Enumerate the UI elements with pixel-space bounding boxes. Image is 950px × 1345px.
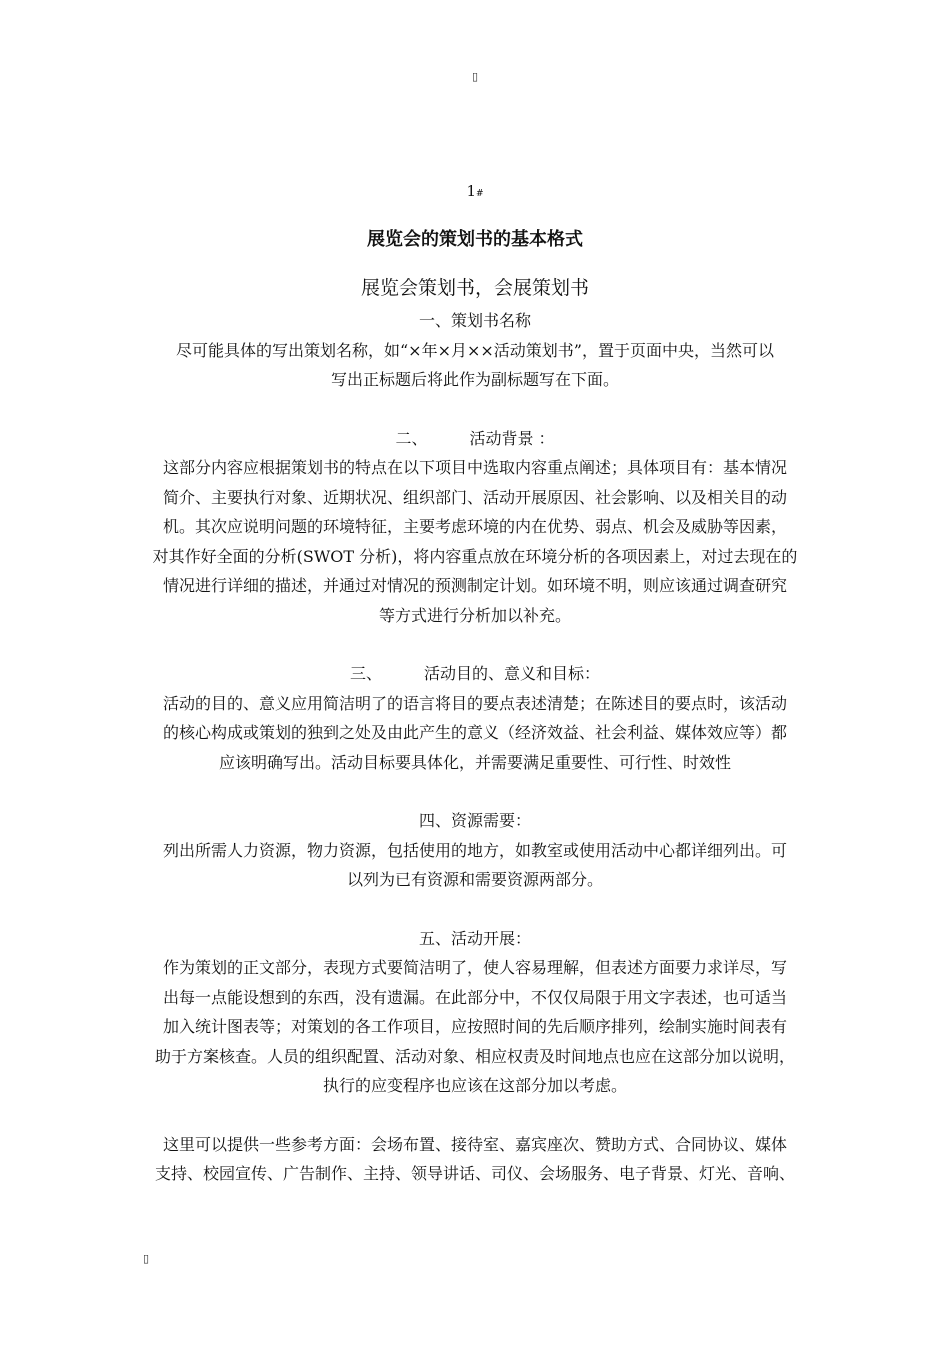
section-heading-purpose: [145, 659, 805, 689]
paragraph-line: 助于方案核查。人员的组织配置、活动对象、相应权责及时间地点也应在这部分加以说明，: [154, 1046, 795, 1066]
paragraph-line: 作为策划的正文部分，表现方式要简洁明了，使人容易理解，但表述方面要力求详尽，写: [162, 958, 787, 977]
paragraph-line: 执行的应变程序也应该在这部分加以考虑。: [322, 1076, 627, 1095]
paragraph-line: 这部分内容应根据策划书的特点在以下项目中选取内容重点阐述；具体项目有：基本情况: [162, 458, 787, 477]
paragraph-line: 列出所需人力资源，物力资源，包括使用的地方，如教室或使用活动中心都详细列出。可: [162, 840, 787, 860]
page-number-suffix: #: [476, 189, 484, 199]
section-paragraph-references: [145, 1130, 805, 1189]
paragraph-line: 应该明确写出。活动目标要具体化，并需要满足重要性、可行性、时效性: [218, 752, 731, 772]
section-paragraph-activities: [145, 953, 805, 1101]
paragraph-line: 等方式进行分析加以补充。: [378, 605, 571, 625]
section-heading-name: 一、策划书名称: [418, 311, 531, 330]
paragraph-line: 简介、主要执行对象、近期状况、组织部门、活动开展原因、社会影响、以及相关目的动: [162, 487, 787, 507]
paragraph-line: 机。其次应说明问题的环境特征，主要考虑环境的内在优势、弱点、机会及威胁等因素，: [162, 517, 787, 536]
paragraph-line: 以列为已有资源和需要资源两部分。: [346, 870, 603, 889]
section-paragraph-name: [145, 336, 805, 395]
document-title: 展览会的策划书的基本格式: [367, 229, 583, 250]
section-heading-resources: 四、资源需要：: [418, 811, 531, 830]
paragraph-line: 活动的目的、意义应用简洁明了的语言将目的要点表述清楚；在陈述目的要点时，该活动: [162, 693, 787, 713]
section-heading-activities: 五、活动开展：: [418, 928, 531, 948]
page-number-value: 1: [466, 182, 476, 200]
heading-number: 二、: [395, 428, 428, 448]
section-paragraph-resources: [145, 836, 805, 895]
blank-line: [145, 777, 805, 806]
blank-line: [145, 395, 805, 424]
document-subtitle: 展览会策划书，会展策划书: [360, 277, 589, 299]
paragraph-line: 支持、校园宣传、广告制作、主持、领导讲话、司仪、会场服务、电子背景、灯光、音响、: [154, 1164, 795, 1183]
paragraph-line: 尽可能具体的写出策划名称，如“×年×月××活动策划书”，置于页面中央，当然可以: [176, 340, 774, 360]
header-mark: ▯: [471, 70, 479, 83]
page-number: [0, 182, 950, 200]
document-body: [145, 222, 805, 1189]
paragraph-line: 出每一点能设想到的东西，没有遗漏。在此部分中，不仅仅局限于用文字表述，也可适当: [162, 987, 787, 1007]
heading-text: 活动背景 ：: [469, 428, 555, 448]
section-heading-background: [145, 424, 805, 454]
blank-line: [145, 630, 805, 659]
footer-mark: ▯: [143, 1252, 150, 1265]
paragraph-line: 的核心构成或策划的独到之处及由此产生的意义（经济效益、社会利益、媒体效应等）都: [162, 723, 787, 742]
section-paragraph-purpose: [145, 689, 805, 778]
paragraph-line: 写出正标题后将此作为副标题写在下面。: [330, 370, 619, 389]
section-paragraph-background: [145, 453, 805, 630]
paragraph-line: 加入统计图表等；对策划的各工作项目，应按照时间的先后顺序排列，绘制实施时间表有: [162, 1017, 787, 1036]
paragraph-line: 这里可以提供一些参考方面：会场布置、接待室、嘉宾座次、赞助方式、合同协议、媒体: [162, 1134, 787, 1154]
heading-number: 三、: [349, 664, 382, 683]
blank-line: [145, 895, 805, 924]
heading-text: 活动目的、意义和目标：: [424, 664, 601, 683]
paragraph-line: 对其作好全面的分析(SWOT 分析)，将内容重点放在环境分析的各项因素上，对过去现在的: [152, 546, 798, 566]
blank-line: [145, 1101, 805, 1130]
paragraph-line: 情况进行详细的描述，并通过对情况的预测制定计划。如环境不明，则应该通过调查研究: [162, 576, 787, 595]
